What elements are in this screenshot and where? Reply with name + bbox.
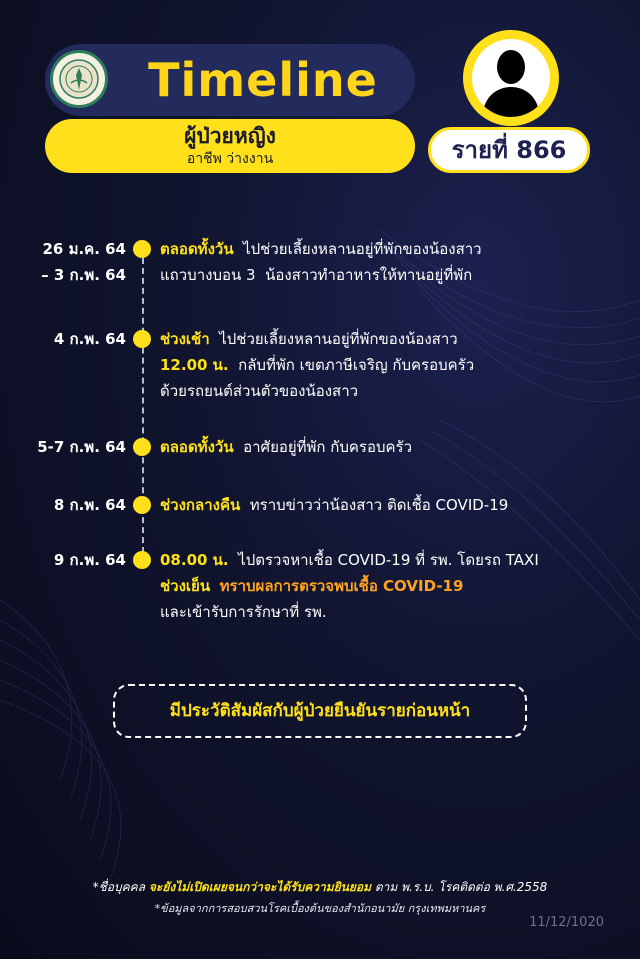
entry-text: กลับที่พัก เขตภาษีเจริญ กับครอบครัว <box>228 356 475 374</box>
entry-line <box>160 599 630 625</box>
entry-line <box>160 547 630 573</box>
person-silhouette-icon <box>472 39 550 117</box>
entry-date-line: 8 ก.พ. 64 <box>53 496 126 514</box>
bangkok-seal-icon <box>57 57 101 101</box>
footnote-highlight: จะยังไม่เปิดเผยจนกว่าจะได้รับความยินยอม <box>148 880 371 894</box>
entry-text: ด้วยรถยนต์ส่วนตัวของน้องสาว <box>160 382 359 400</box>
entry-description <box>160 547 630 625</box>
entry-line <box>160 326 630 352</box>
entry-line <box>160 262 630 288</box>
timeline-line <box>142 248 144 563</box>
entry-description <box>160 492 630 518</box>
entry-time-highlight: ตลอดทั้งวัน <box>160 438 234 456</box>
entry-date <box>54 492 126 518</box>
entry-time-highlight: ช่วงกลางคืน <box>160 496 241 514</box>
entry-time-highlight: ทราบผลการตรวจพบเชื้อ COVID-19 <box>219 577 464 595</box>
patient-occupation: อาชีพ ว่างงาน <box>186 151 274 167</box>
entry-line <box>160 378 630 404</box>
entry-date <box>41 236 126 288</box>
timeline-dot <box>133 438 151 456</box>
footnote-suffix: ตาม พ.ร.บ. โรคติดต่อ พ.ศ.2558 <box>371 880 548 894</box>
entry-line <box>160 434 630 460</box>
entry-text <box>210 577 220 595</box>
timeline-dot <box>133 551 151 569</box>
entry-time-highlight: 12.00 น. <box>160 356 229 374</box>
entry-date-line: – 3 ก.พ. 64 <box>41 266 126 284</box>
entry-text: ทราบข่าวว่าน้องสาว ติดเชื้อ COVID-19 <box>240 496 509 514</box>
entry-time-highlight: ช่วงเช้า <box>160 330 210 348</box>
privacy-footnote <box>0 878 640 897</box>
timeline-dot <box>133 496 151 514</box>
entry-date <box>37 434 126 460</box>
entry-date-line: 4 ก.พ. 64 <box>53 330 126 348</box>
source-footnote: *ข้อมูลจากการสอบสวนโรคเบื้องต้นของสำนักอนามัย กรุงเทพมหานคร <box>154 902 486 915</box>
entry-text: อาศัยอยู่ที่พัก กับครอบครัว <box>233 438 413 456</box>
entry-description <box>160 236 630 288</box>
entry-description <box>160 434 630 460</box>
entry-text: ไปตรวจหาเชื้อ COVID-19 ที่ รพ. โดยรถ TAXI <box>228 551 539 569</box>
page-title: Timeline <box>148 53 378 107</box>
entry-text: ไปช่วยเลี้ยงหลานอยู่ที่พักของน้องสาว <box>233 240 482 258</box>
contact-history-note: มีประวัติสัมผัสกับผู้ป่วยยืนยันรายก่อนหน้า <box>113 684 527 738</box>
entry-date-line: 5-7 ก.พ. 64 <box>37 438 126 456</box>
entry-line <box>160 492 630 518</box>
entry-text: แถวบางบอน 3 น้องสาวทำอาหารให้ทานอยู่ที่พัก <box>160 266 473 284</box>
timeline-dot <box>133 240 151 258</box>
case-number-badge: รายที่ 866 <box>428 127 590 173</box>
entry-date-line: 26 ม.ค. 64 <box>42 240 126 258</box>
entry-line <box>160 352 630 378</box>
entry-date-line: 9 ก.พ. 64 <box>53 551 126 569</box>
footnote-prefix: *ชื่อบุคคล <box>92 880 149 894</box>
entry-time-highlight: 08.00 น. <box>160 551 229 569</box>
patient-gender: ผู้ป่วยหญิง <box>184 124 276 148</box>
patient-info-banner <box>45 119 415 173</box>
entry-text: ไปช่วยเลี้ยงหลานอยู่ที่พักของน้องสาว <box>209 330 458 348</box>
document-date: 11/12/1020 <box>529 915 604 930</box>
entry-date <box>54 547 126 573</box>
entry-time-highlight: ช่วงเย็น <box>160 577 211 595</box>
timeline-dot <box>133 330 151 348</box>
entry-description <box>160 326 630 404</box>
logo <box>50 50 108 108</box>
entry-line <box>160 573 630 599</box>
entry-time-highlight: ตลอดทั้งวัน <box>160 240 234 258</box>
entry-line <box>160 236 630 262</box>
entry-text: และเข้ารับการรักษาที่ รพ. <box>160 603 327 621</box>
entry-date <box>54 326 126 352</box>
avatar <box>463 30 559 126</box>
